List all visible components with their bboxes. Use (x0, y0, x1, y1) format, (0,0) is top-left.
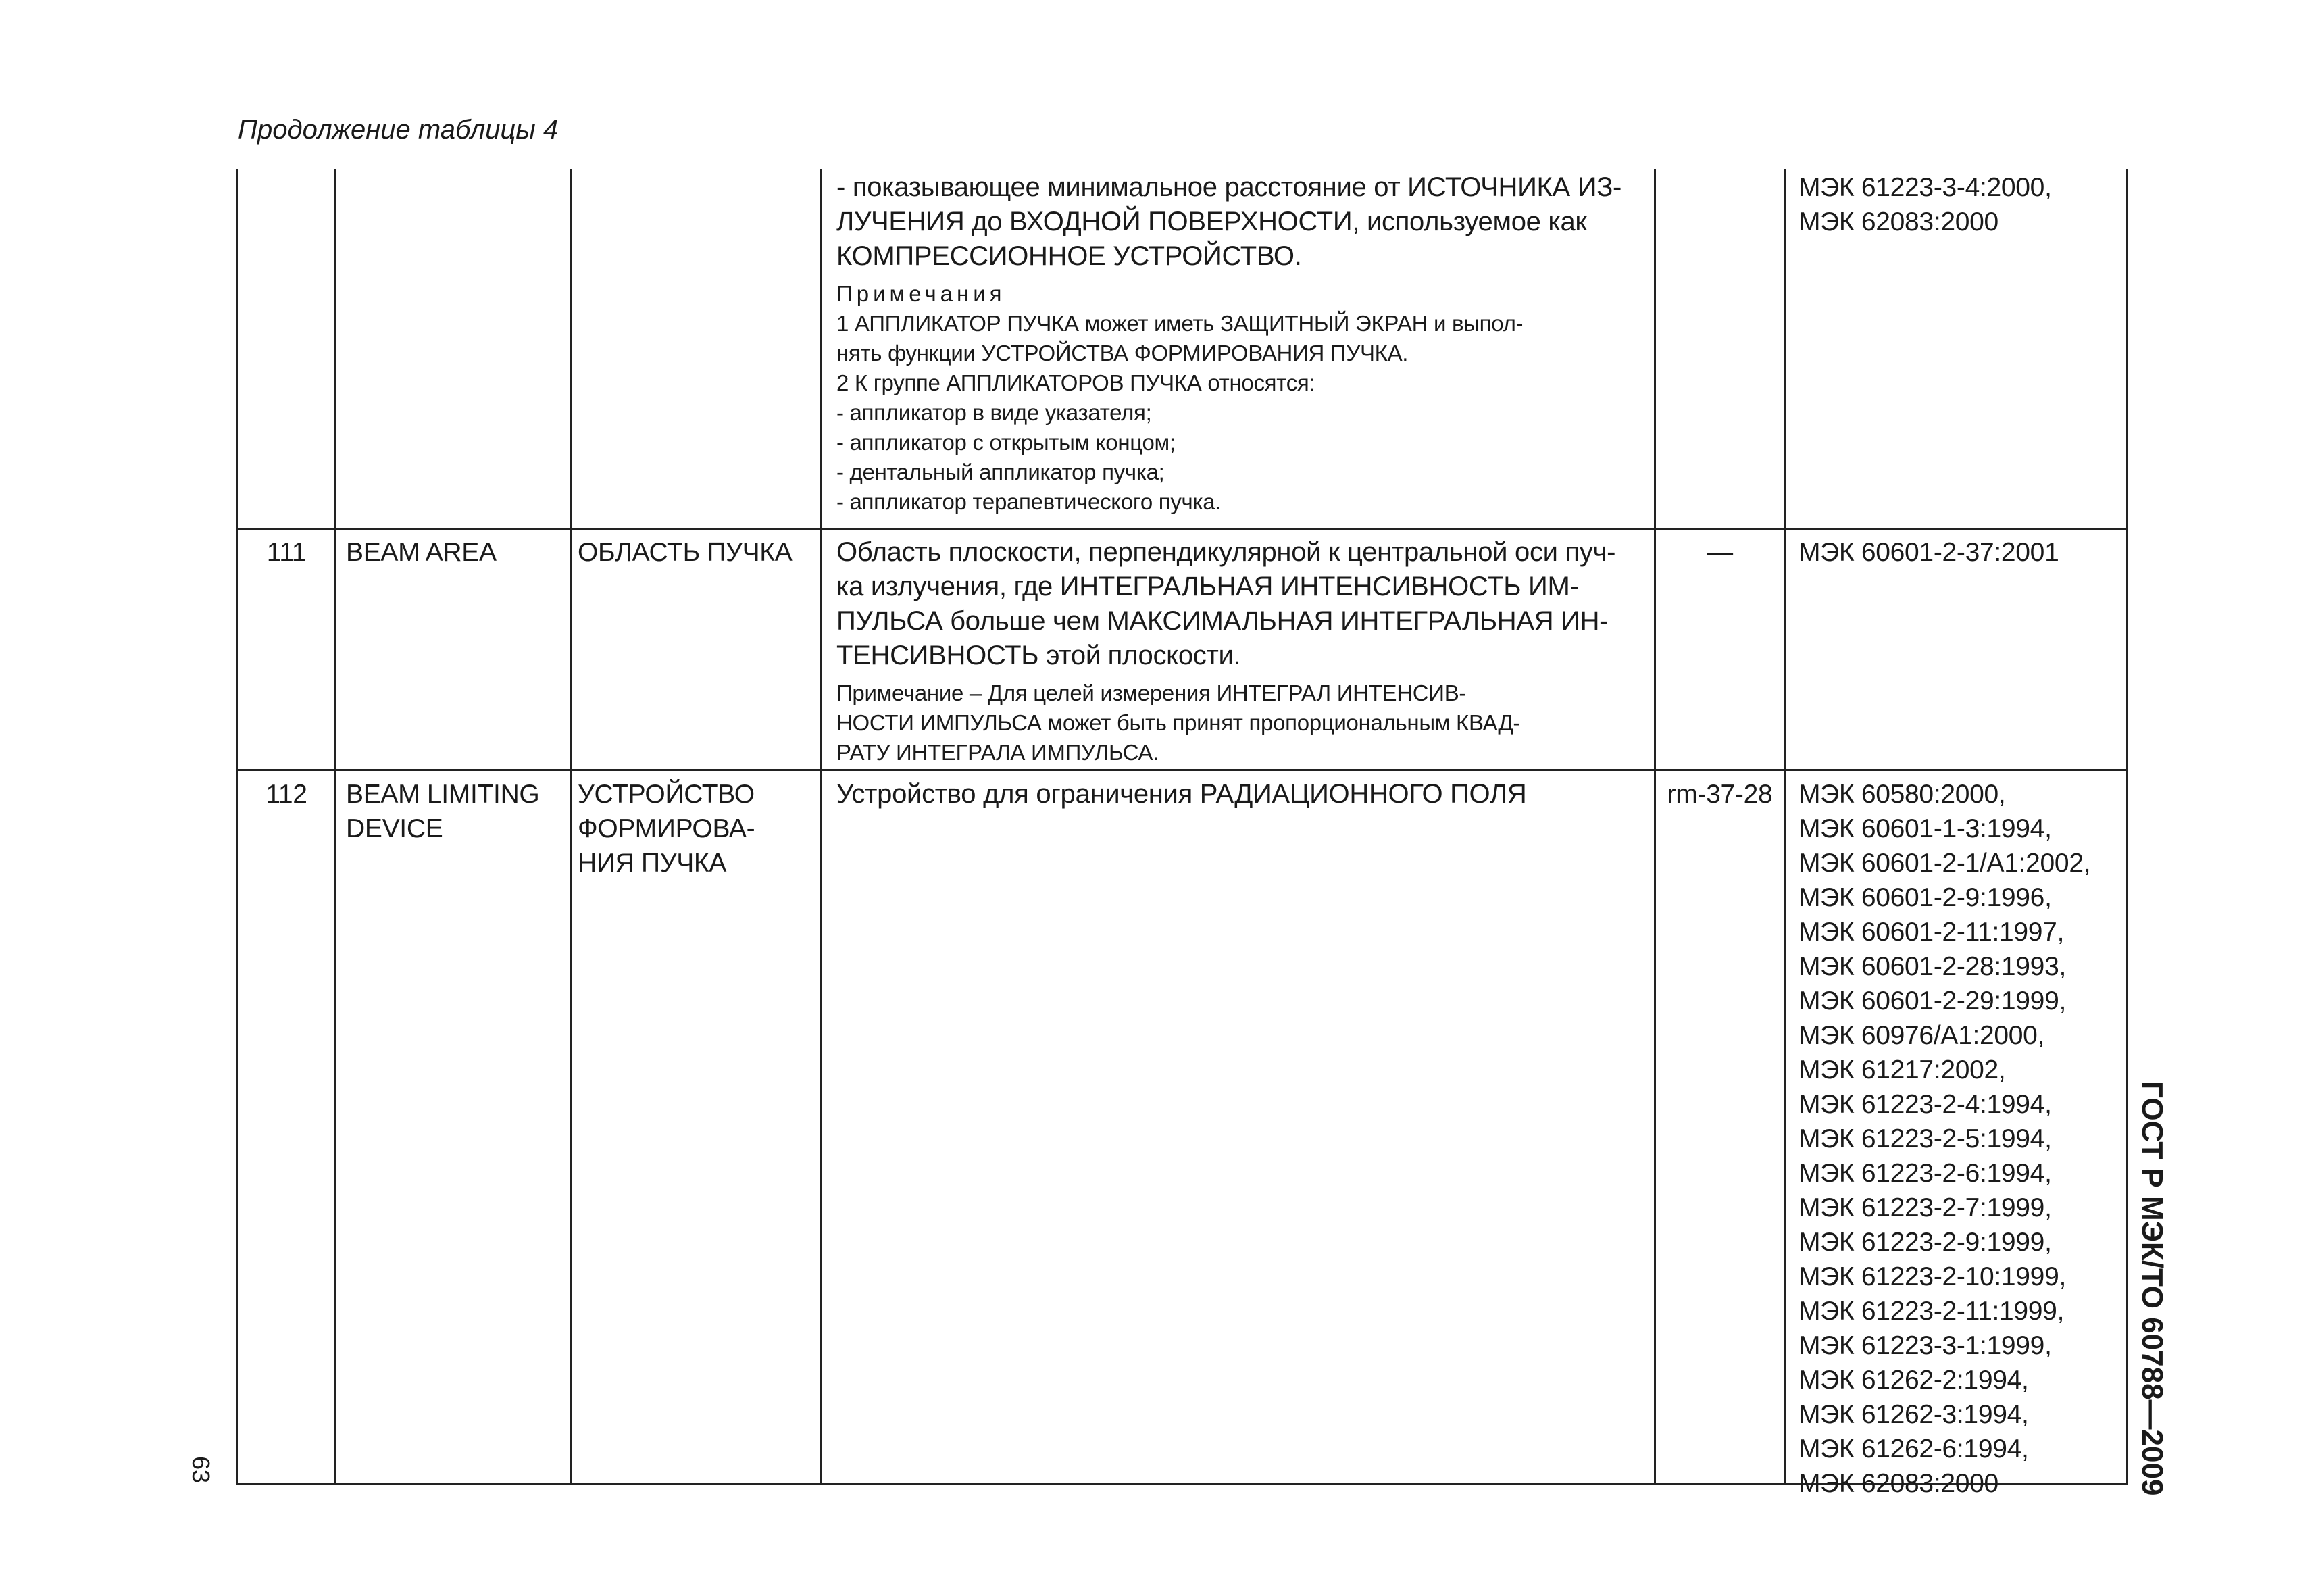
note-line: - дентальный аппликатор пучка; (836, 459, 1165, 484)
definition-text: - показывающее минимальное расстояние от ИСТОЧНИКА ИЗ- ЛУЧЕНИЯ до ВХОДНОЙ ПОВЕРХНОСТИ, используемое как КОМПРЕССИОННОЕ УСТРОЙСТВО. (836, 172, 1622, 271)
term-russian: УСТРОЙСТВО ФОРМИРОВА- НИЯ ПУЧКА (578, 780, 755, 878)
standard-ref: МЭК 60601-2-28:1993, (1799, 952, 2066, 981)
standard-ref: МЭК 60580:2000, (1799, 780, 2006, 809)
term-russian: ОБЛАСТЬ ПУЧКА (578, 538, 793, 567)
standard-ref: МЭК 61223-2-9:1999, (1799, 1228, 2052, 1257)
column-divider (334, 169, 336, 1485)
standard-ref: МЭК 62083:2000 (1799, 207, 1998, 236)
standard-ref: МЭК 61223-2-11:1999, (1799, 1297, 2065, 1326)
definition (836, 777, 1640, 812)
note-line: - аппликатор терапевтического пучка. (836, 489, 1222, 514)
notes-heading: Примечания (836, 281, 1006, 306)
standard-ref: МЭК 60601-2-11:1997, (1799, 918, 2065, 947)
note-line: РАТУ ИНТЕГРАЛА ИМПУЛЬСА. (836, 740, 1159, 765)
standard-ref: МЭК 61223-2-10:1999, (1799, 1262, 2066, 1291)
document-title-vertical: ГОСТ Р МЭК/ТО 60788—2009 (2136, 1081, 2169, 1496)
row-divider (236, 769, 2128, 771)
continued-definition (836, 170, 1640, 517)
standard-ref: МЭК 61217:2002, (1799, 1055, 2006, 1084)
standard-ref: МЭК 60601-2-37:2001 (1799, 538, 2059, 567)
standard-ref: МЭК 61223-3-1:1999, (1799, 1331, 2052, 1360)
note-line: - аппликатор с открытым концом; (836, 430, 1176, 455)
note-line: 1 АППЛИКАТОР ПУЧКА может иметь ЗАЩИТНЫЙ ЭКРАН и выпол- (836, 311, 1524, 336)
notes-block (836, 279, 1640, 517)
standard-ref: МЭК 61223-3-4:2000, (1799, 173, 2052, 202)
standard-ref: МЭК 61223-2-6:1994, (1799, 1159, 2052, 1188)
standard-ref: МЭК 60601-2-9:1996, (1799, 883, 2052, 912)
standard-ref: МЭК 62083:2000 (1799, 1469, 1998, 1498)
page-number: 63 (187, 1456, 215, 1484)
note-line: НОСТИ ИМПУЛЬСА может быть принят пропорциональным КВАД- (836, 710, 1521, 735)
standard-ref: МЭК 61223-2-5:1994, (1799, 1124, 2052, 1153)
standard-ref: МЭК 61262-6:1994, (1799, 1435, 2029, 1464)
note-line: Примечание – Для целей измерения ИНТЕГРАЛ ИНТЕНСИВ- (836, 680, 1467, 705)
standard-ref: МЭК 60601-1-3:1994, (1799, 814, 2052, 843)
reference-code: rm-37-28 (1667, 780, 1773, 809)
reference-code: — (1707, 538, 1733, 567)
note-line: 2 К группе АППЛИКАТОРОВ ПУЧКА относятся: (836, 370, 1315, 395)
column-divider (570, 169, 572, 1485)
definition (836, 535, 1640, 768)
terms-table (236, 169, 2128, 1498)
standard-ref: МЭК 60601-2-1/А1:2002, (1799, 849, 2091, 878)
row-number: 111 (266, 538, 307, 567)
term-english: BEAM AREA (346, 538, 497, 567)
standard-ref: МЭК 61223-2-4:1994, (1799, 1090, 2052, 1119)
definition-text: Устройство для ограничения РАДИАЦИОННОГО ПОЛЯ (836, 779, 1527, 809)
row-divider (236, 528, 2128, 530)
continued-standards (1799, 170, 2123, 239)
standards-list (1799, 777, 2123, 1501)
note-line: нять функции УСТРОЙСТВА ФОРМИРОВАНИЯ ПУЧКА. (836, 341, 1409, 366)
table-caption: Продолжение таблицы 4 (238, 115, 559, 145)
standard-ref: МЭК 60601-2-29:1999, (1799, 987, 2066, 1016)
standard-ref: МЭК 61223-2-7:1999, (1799, 1193, 2052, 1222)
column-divider (1784, 169, 1786, 1485)
column-divider (1654, 169, 1656, 1485)
term-english: BEAM LIMITING DEVICE (346, 780, 540, 843)
standard-ref: МЭК 61262-2:1994, (1799, 1366, 2029, 1395)
row-number: 112 (266, 780, 307, 809)
standard-ref: МЭК 61262-3:1994, (1799, 1400, 2029, 1429)
note-line: - аппликатор в виде указателя; (836, 400, 1152, 425)
standards-list (1799, 535, 2123, 570)
note-block (836, 678, 1640, 768)
table-border-left (236, 169, 238, 1485)
standard-ref: МЭК 60976/А1:2000, (1799, 1021, 2045, 1050)
definition-text: Область плоскости, перпендикулярной к центральной оси пуч- ка излучения, где ИНТЕГРАЛЬНАЯ ИНТЕНСИВНОСТЬ ИМ- ПУЛЬСА больше чем МАКСИМАЛЬНАЯ ИНТЕГРАЛЬНАЯ ИН- ТЕНСИВНОСТЬ этой плоскости. (836, 537, 1616, 670)
